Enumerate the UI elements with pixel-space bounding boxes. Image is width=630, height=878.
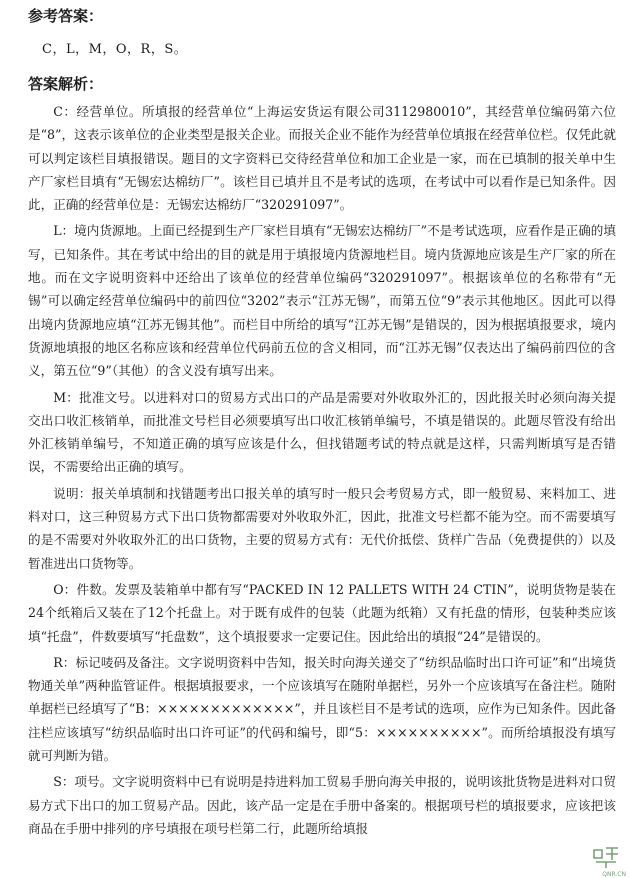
analysis-body [28, 100, 616, 840]
answer-analysis-heading: 答案解析： [28, 75, 104, 93]
answer-options: C，L，M，O，R，S。 [42, 42, 188, 57]
paragraph-o-package-count: O：件数。发票及装箱单中都有写“PACKED IN 12 PALLETS WITH 24 CTIN”，说明货物是装在24个纸箱后又装在了12个托盘上。对于既有成件的包装（此题为纸箱）又有托盘的情形，包装种类应该填“托盘”，件数要填写“托盘数”，这个填报要求一定要记住。因此给出的填报“24”是错误的。 [28, 581, 616, 644]
paragraph-r-marks-remarks: R：标记唛码及备注。文字说明资料中告知，报关时向海关递交了“纺织品临时出口许可证”和“出境货物通关单”两种监管证件。根据填报要求，一个应该填写在随附单据栏，另外一个应该填写在备注栏。随附单据栏已经填写了“B：×××××××××××××”，并且该栏目不是考试的选项，应作为已知条件。因此备注栏应该填写“纺织品临时出口许可证”的代码和编号，即“5：××××××××××”。而所给填报没有填写就可判断为错。 [28, 654, 616, 764]
watermark-text: QNR.CN [602, 871, 626, 878]
paragraph-note: 说明：报关单填制和找错题考出口报关单的填写时一般只会考贸易方式，即一般贸易、来料加工、进料对口，这三种贸易方式下出口货物都需要对外收取外汇，因此，批准文号栏都不能为空。而不需要填写的是不需要对外收取外汇的出口货物，主要的贸易方式有：无代价抵偿、货样广告品（免费提供的）以及暂准进出口货物等。 [28, 485, 616, 571]
reference-answer-heading: 参考答案： [28, 7, 104, 25]
paragraph-l-domestic-source: L：境内货源地。上面已经提到生产厂家栏目填有“无锡宏达棉纺厂”不是考试选项，应看作是正确的填写，已知条件。其在考试中给出的目的就是用于填报境内货源地栏目。境内货源地应该是生产厂家的所在地。而在文字说明资料中还给出了该单位的经营单位编码“320291097”。根据该单位的名称带有“无锡”可以确定经营单位编码中的前四位“3202”表示“江苏无锡”，而第五位“9”表示其他地区。因此可以得出境内货源地应填“江苏无锡其他”。而栏目中所给的填写“江苏无锡”是错误的，因为根据填报要求，境内货源地填报的地区名称应该和经营单位代码前五位的含义相同，而“江苏无锡”仅表达出了编码前四位的含义，第五位“9”（其他）的含义没有填写出来。 [28, 223, 616, 379]
paragraph-c-business-unit: C：经营单位。所填报的经营单位“上海运安货运有限公司3112980010”，其经营单位编码第六位是“8”，这表示该单位的企业类型是报关企业。而报关企业不能作为经营单位填报在经营单位栏。仅凭此就可以判定该栏目填报错误。题目的文字资料已交待经营单位和加工企业是一家，而在已填制的报关单中生产厂家栏目填有“无锡宏达棉纺厂”。该栏目已填并且不是考试的选项，在考试中可以看作是已知条件。因此，正确的经营单位是：无锡宏达棉纺厂“320291097”。 [28, 104, 616, 213]
watermark-logo-icon [588, 844, 624, 874]
paragraph-s-item-number: S：项号。文字说明资料中已有说明是持进料加工贸易手册向海关申报的，说明该批货物是进料对口贸易方式下出口的加工贸易产品。因此，该产品一定是在手册中备案的。根据项号栏的填报要求，应该把该商品在手册中排列的序号填报在项号栏第二行，此题所给填报 [28, 774, 616, 836]
paragraph-m-approval-number: M：批准文号。以进料对口的贸易方式出口的产品是需要对外收取外汇的，因此报关时必须向海关提交出口收汇核销单，而批准文号栏目必须要填写出口收汇核销单编号，不填是错误的。此题尽管没有给出外汇核销单编号，不知道正确的填写应该是什么，但找错题考试的特点就是这样，只需判断填写是否错误，不需要给出正确的填写。 [28, 389, 616, 475]
